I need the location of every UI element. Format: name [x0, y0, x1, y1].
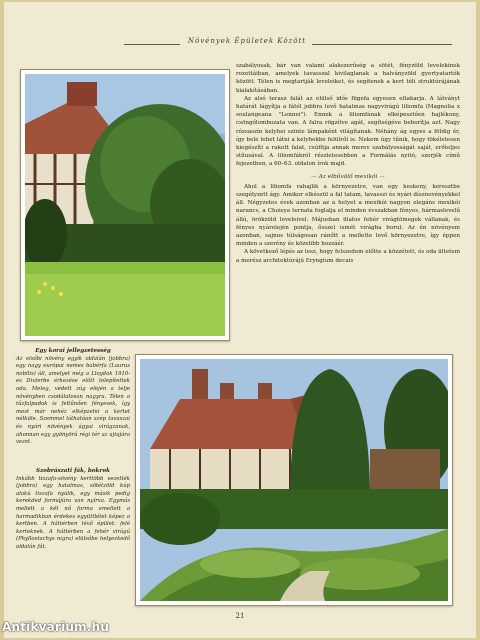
- running-header: Növények Épületek Között: [187, 37, 307, 45]
- caption-text: Inkább tiszafa-sövény kerttöbb vezették (jobbra) egy hatalmas, sötétzöld kúp alakú tiszafa nyúlik, egy másik pedig kerekded formájúra van nyírva. Egymás mellett a két nő forma emellett a harmadikban érdekes együttlétet képez a kertben. A háttérben lévő épület: felé kerteknek. A háttérben a fehér virágú (Phyllostachys nigra) elülsőbe helyezkedő oldalán fát.: [16, 475, 130, 550]
- body-paragraph: Az alsó terasz falát az elülső idős fügefa egyesen eltakarja. A látványt határát lágyítja a fától jobbra levő hatalmas nagyvirágú liliomfa (Magnolia x soulangeana "Lennei"). Ennek a liliomfának elképesztően hajlékony, csöngőlombozata van. A falra rögzítve agát, segítségéve beborítja azt. Nagy rózsaszín kelyhei szinte lámpaként világítanak. Néhány ág egyes a földig ér, így bele lehet látni a kelyhekbe felülről is. Nekem úgy tűnik, hogy tökéletesen kiegészíti a rakott falat, csúfítja annak merev szabályosságát saját, erőteljes stílusával. A liliomfákról részletesebben a Formálás nyitó, szerjék című fejezetben, a 60–63. oldalon írok majd.: [236, 95, 460, 168]
- caption-text: Az elsőbi növény egyik oldalán (jobbra) egy nagy európai nemes babérfa (Laurus nobilis) áll, amelyet még a Lloydok 1910-es Dixterbe érkezése előtt telepítettek oda. Meleg, védett zúg elején a telje növényben csodálatosan nagyra. Télen a tűzfalpadok is feltűnően fényesek, így most már nehéz elképzelni a kertet nélküle. Szemmel láthatóan szép tavaszai és nyári növények ágyai virágzanak, ahonnan egy gyönyörű régi tér az ajtajára vezet.: [16, 355, 130, 446]
- page-number: 21: [235, 612, 245, 620]
- book-page: [4, 2, 476, 638]
- caption-2: [16, 468, 130, 552]
- header-rule-right: [312, 44, 452, 45]
- photo-topiary-garden: [135, 354, 453, 606]
- body-paragraph: A következő lépés az lesz, hogy felszedem előtte a közzétett, és oda ültetem a merész architektúrájú Eryngium decais: [236, 249, 460, 264]
- watermark-logo: Antikvarium.hu: [2, 620, 110, 634]
- photo-house-garden: [20, 69, 230, 341]
- header-rule-left: [124, 44, 180, 45]
- body-paragraph: szabályosak, bár van valami alakszerűség a sötét, fényzöld levelekinek rozettáiban, amelyek tavasszal kivilaglanak a halványzöld gyertyatartók között. Télen is megtartják leveleiket, és segítenek a kert téli struktúrájának kialakításában.: [236, 63, 460, 94]
- caption-1: [16, 348, 130, 447]
- body-paragraph: Ahol a liliomfa rahajlik a környezetre, van egy keskeny, keresztbe szegélyzett ágy. Amikor elkészül a fal tatam, tavasszi és nyári dísznovényekkel áll. Négyzetes évek azonban az a helyet a mexikói nagyon elegáns mexikói narancs, a Choisya ternata foglalja el minden évszakban fényes, hármaslevelű állú, örökzöld leveleivel. Májusban illatos fehér virágtömegek vállanak, és fényes nyárelején pontja, ősszel ismét virágba borul. Az én növényem azonban, sajnos túlságosan ránőtt a mellette levő környezetre, így éppen minden a szerény és közelibb hozzáér.: [236, 183, 460, 248]
- caption-title: Szobrászati fák, bokrok: [36, 468, 110, 474]
- body-text-column: [236, 62, 460, 265]
- caption-title: Egy korai jellegzetesség: [35, 348, 111, 354]
- section-subheading: — Az elbűvölő mexikói —: [311, 173, 385, 180]
